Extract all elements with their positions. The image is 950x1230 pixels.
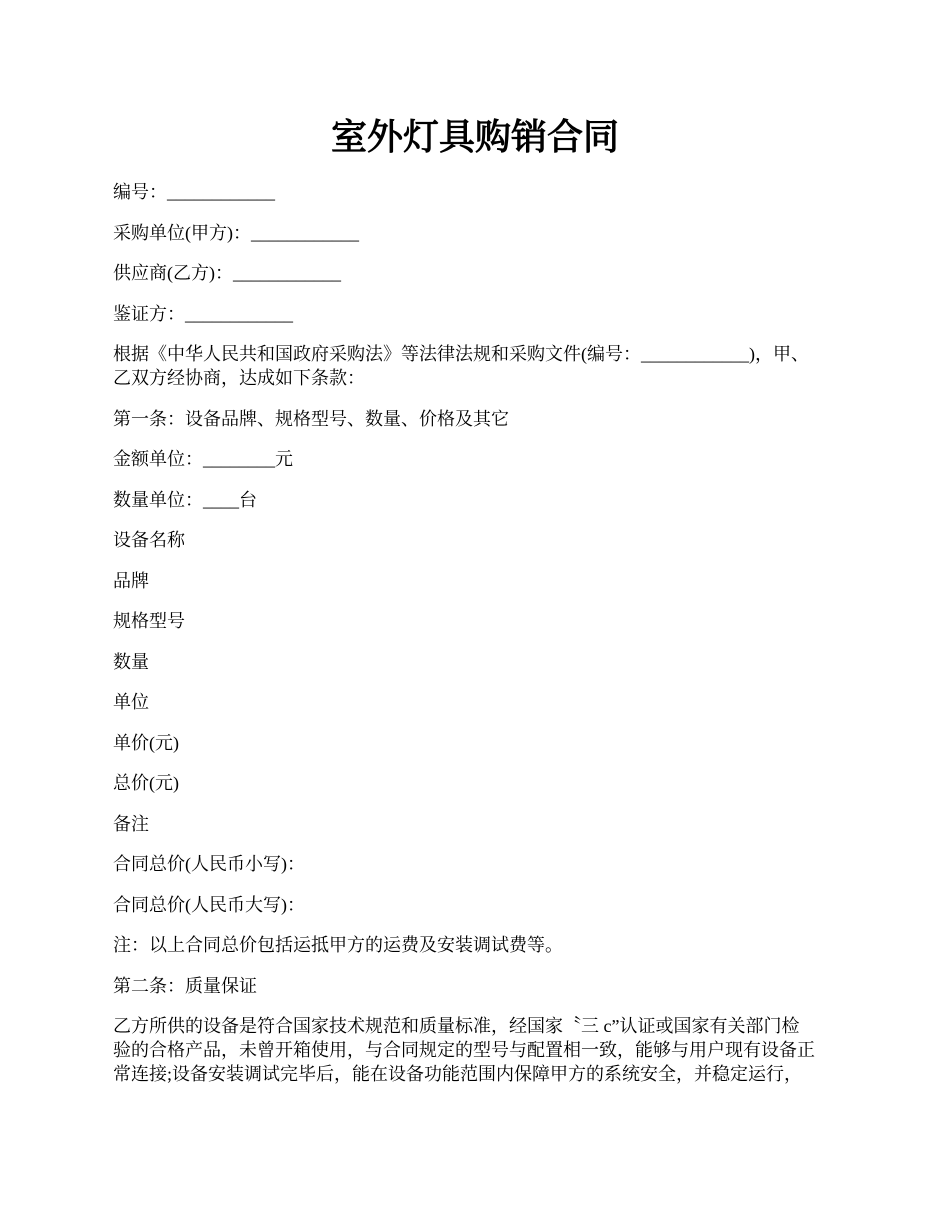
column-quantity: 数量 [113, 651, 149, 672]
supplier-field: 供应商(乙方)：____________ [113, 263, 341, 283]
intro-line-2: 乙双方经协商，达成如下条款： [113, 368, 365, 388]
column-model-spec: 规格型号 [113, 611, 185, 631]
total-price-lowercase: 合同总价(人民币小写)： [113, 854, 305, 874]
quality-line-1: 乙方所供的设备是符合国家技术规范和质量标准，经国家〝三 c”认证或国家有关部门检 [113, 1016, 800, 1036]
column-unit-price: 单价(元) [113, 732, 179, 753]
article-1-heading: 第一条：设备品牌、规格型号、数量、价格及其它 [113, 408, 509, 429]
document-body [113, 180, 893, 1103]
contract-number-field: 编号：____________ [113, 182, 275, 202]
column-remarks: 备注 [113, 813, 149, 834]
document-title: 室外灯具购销合同 [330, 117, 619, 157]
intro-line-1: 根据《中华人民共和国政府采购法》等法律法规和采购文件(编号：____________)，甲、 [113, 344, 809, 364]
total-price-uppercase: 合同总价(人民币大写)： [113, 894, 305, 915]
column-unit: 单位 [113, 692, 149, 712]
price-note: 注：以上合同总价包括运抵甲方的运费及安装调试费等。 [113, 935, 563, 955]
column-equipment-name: 设备名称 [113, 530, 185, 550]
article-2-heading: 第二条：质量保证 [113, 975, 257, 996]
quality-line-2: 验的合格产品，未曾开箱使用，与合同规定的型号与配置相一致，能够与用户现有设备正 [113, 1040, 815, 1060]
quality-paragraph [113, 1014, 893, 1086]
amount-unit-field: 金额单位：________元 [113, 449, 293, 469]
verifier-field: 鉴证方：____________ [113, 303, 293, 324]
column-brand: 品牌 [113, 570, 149, 591]
quantity-unit-field: 数量单位：____台 [113, 489, 257, 510]
column-total-price: 总价(元) [113, 773, 179, 793]
intro-paragraph [113, 342, 893, 390]
buyer-field: 采购单位(甲方)：____________ [113, 222, 359, 243]
quality-line-3: 常连接;设备安装调试完毕后，能在设备功能范围内保障甲方的系统安全，并稳定运行， [113, 1064, 802, 1084]
